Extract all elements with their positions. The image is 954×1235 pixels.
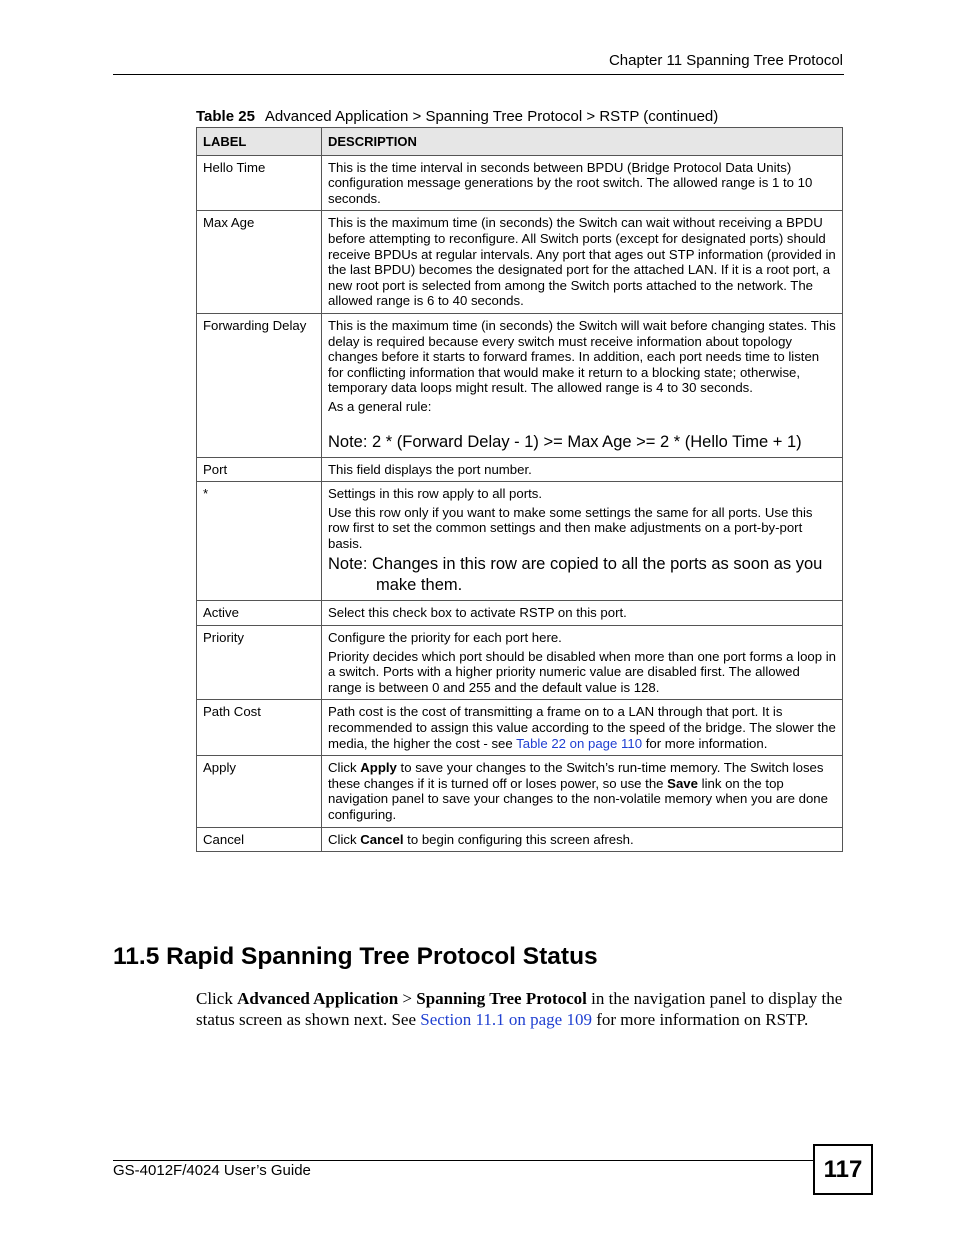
chapter-header: Chapter 11 Spanning Tree Protocol	[608, 52, 843, 69]
description-text: Use this row only if you want to make some settings the same for all ports. Use this row first to set the common settings and then make adjustments on a port-by-port basis.	[328, 504, 813, 551]
text-span: Path cost is the cost of transmitting a frame on to a LAN through that port. It is recommended to assign this value according to the speed of the bridge. The slower the media, the higher the cost - see	[328, 704, 836, 751]
table-caption-number: Table 25	[196, 108, 255, 125]
row-label: Forwarding Delay	[197, 313, 322, 457]
row-description	[322, 457, 843, 482]
text-span: to begin configuring this screen afresh.	[403, 831, 634, 847]
row-description	[322, 756, 843, 827]
row-description	[322, 155, 843, 211]
table-row	[197, 155, 843, 211]
description-text: This field displays the port number.	[328, 461, 532, 477]
description-text: This is the maximum time (in seconds) the Switch will wait before changing states. This delay is required because every switch must receive information about topology changes before it starts to forward frames. In addition, each port needs time to listen for conflicting information that would make it return to a blocking state; otherwise, temporary data loops might result. The allowed range is 4 to 30 seconds.	[328, 317, 836, 396]
table-row	[197, 700, 843, 756]
row-label: Active	[197, 601, 322, 626]
table-row	[197, 601, 843, 626]
description-text: Configure the priority for each port here.	[328, 630, 562, 646]
text-span: Click	[328, 831, 361, 847]
row-label: Apply	[197, 756, 322, 827]
row-description	[322, 626, 843, 700]
save-term: Save	[667, 775, 698, 791]
guide-title: GS-4012F/4024 User’s Guide	[113, 1162, 311, 1179]
description-text: As a general rule:	[328, 398, 432, 414]
section-11-1-link[interactable]: Section 11.1 on page 109	[420, 1010, 592, 1029]
table-22-link[interactable]: Table 22 on page 110	[516, 735, 643, 751]
menu-term: Spanning Tree Protocol	[416, 989, 587, 1008]
description-text	[328, 760, 837, 822]
apply-term: Apply	[360, 760, 397, 776]
description-text	[328, 704, 837, 751]
row-label: Priority	[197, 626, 322, 700]
rstp-table	[196, 127, 843, 852]
note-text: Note: Changes in this row are copied to all the ports as soon as you make them.	[328, 555, 823, 595]
table-header-row	[197, 128, 843, 156]
table-caption	[196, 108, 718, 125]
table-row	[197, 482, 843, 601]
description-text: Settings in this row apply to all ports.	[328, 486, 543, 502]
row-label: Port	[197, 457, 322, 482]
row-description	[322, 601, 843, 626]
text-span: in the navigation panel to display the status screen as shown next. See	[196, 989, 843, 1029]
column-header-description: DESCRIPTION	[322, 128, 843, 156]
text-span: to save your changes to the Switch’s run-time memory. The Switch loses these changes if it is turned off or loses power, so use the	[328, 760, 824, 791]
text-span: for more information.	[642, 735, 768, 751]
row-description	[322, 313, 843, 457]
section-heading: 11.5 Rapid Spanning Tree Protocol Status	[113, 943, 598, 970]
text-span: Click	[196, 989, 238, 1008]
column-header-label: LABEL	[197, 128, 322, 156]
text-span: for more information on RSTP.	[591, 1010, 809, 1029]
header-rule	[113, 74, 844, 75]
text-span: Click	[328, 760, 361, 776]
description-text: This is the maximum time (in seconds) the Switch can wait without receiving a BPDU before attempting to reconfigure. All Switch ports (except for designated ports) should receive BPDUs at regular intervals. Any port that ages out STP information (provided in the last BPDU) becomes the designated port for the attached LAN. If it is a root port, a new root port is selected from among the Switch ports attached to the network. The allowed range is 6 to 40 seconds.	[328, 215, 836, 309]
description-text	[328, 832, 837, 848]
row-description	[322, 482, 843, 601]
text-span: >	[398, 989, 417, 1008]
row-label: Path Cost	[197, 700, 322, 756]
description-text: Priority decides which port should be disabled when more than one port forms a loop in a switch. Ports with a higher priority numeric value are disabled first. The allowed range is between 0 and 255 and the default value is 128.	[328, 648, 837, 695]
cancel-term: Cancel	[360, 831, 404, 847]
menu-term: Advanced Application	[237, 989, 399, 1008]
table-row	[197, 626, 843, 700]
row-label: *	[197, 482, 322, 601]
section-paragraph	[196, 988, 856, 1030]
page-number: 117	[813, 1144, 873, 1195]
row-description	[322, 827, 843, 852]
row-label: Cancel	[197, 827, 322, 852]
table-row	[197, 211, 843, 314]
table-caption-text: Advanced Application > Spanning Tree Protocol > RSTP (continued)	[264, 108, 719, 125]
text-span: link on the top navigation panel to save your changes to the non-volatile memory when you are done configuring.	[328, 775, 828, 822]
row-label: Max Age	[197, 211, 322, 314]
table-row	[197, 827, 843, 852]
row-label: Hello Time	[197, 155, 322, 211]
description-text: This is the time interval in seconds between BPDU (Bridge Protocol Data Units) configuration message generations by the root switch. The allowed range is 1 to 10 seconds.	[328, 159, 813, 206]
row-description	[322, 700, 843, 756]
table-row	[197, 756, 843, 827]
row-description	[322, 211, 843, 314]
note-text: Note: 2 * (Forward Delay - 1) >= Max Age >= 2 * (Hello Time + 1)	[328, 432, 802, 451]
table-row	[197, 457, 843, 482]
description-text: Select this check box to activate RSTP on this port.	[328, 605, 627, 621]
table-row	[197, 313, 843, 457]
footer-rule	[113, 1160, 813, 1161]
